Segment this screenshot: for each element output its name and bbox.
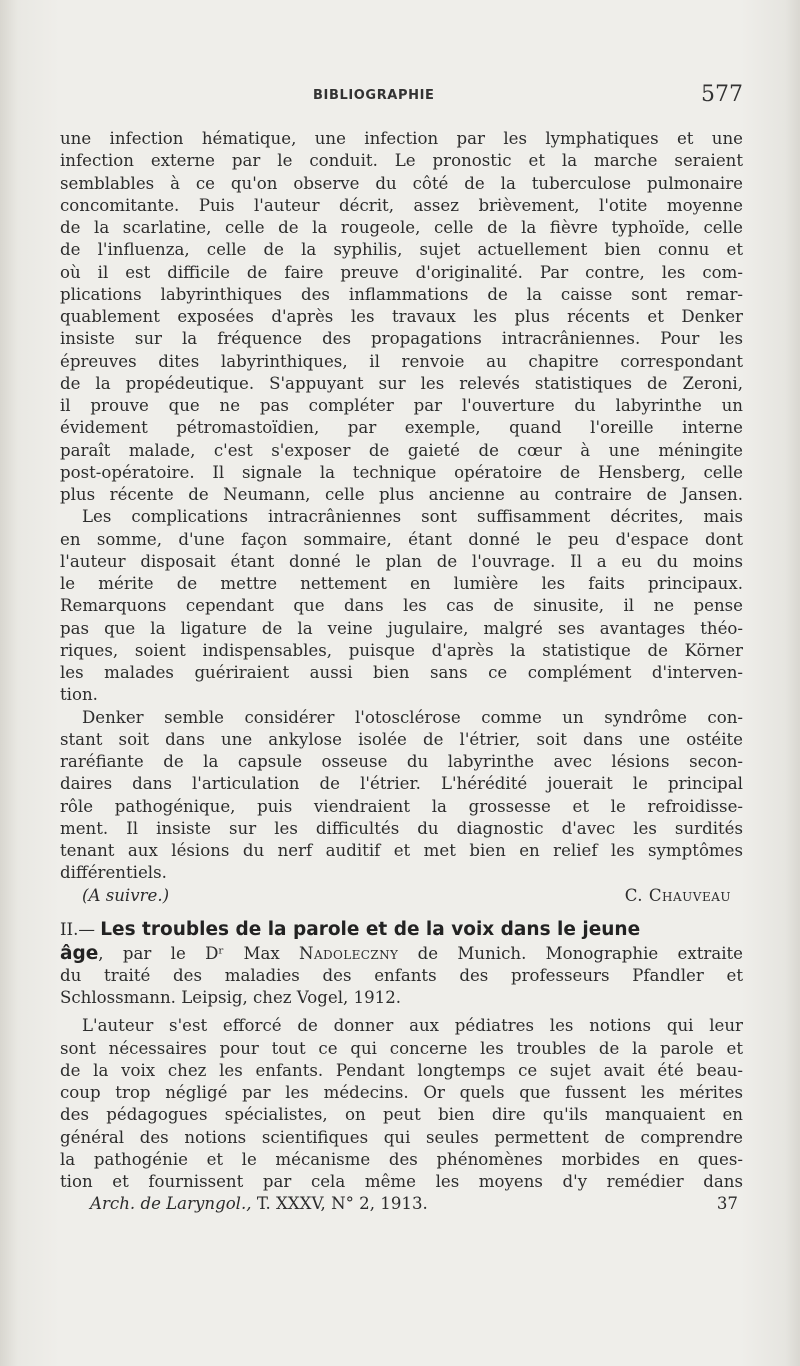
text-line: stant soit dans une ankylose isolée de l'étrier, soit dans une ostéite [60,729,743,749]
page-footer [60,1193,743,1215]
text-line: Les complications intracrâniennes sont suffisamment décrites, mais [82,507,743,527]
text-line: sont nécessaires pour tout ce qui concerne les troubles de la parole et [60,1038,743,1058]
text-line: tion et fournissent par cela même les moyens d'y remédier dans [60,1172,743,1191]
text-line: où il est difficile de faire preuve d'originalité. Par contre, les com- [60,262,743,282]
text-line: concomitante. Puis l'auteur décrit, assez brièvement, l'otite moyenne [60,195,743,215]
text-line: rôle pathogénique, puis viendraient la grossesse et le refroidisse- [60,796,743,816]
to-be-continued: (A suivre.) [82,885,170,905]
text-line: de l'influenza, celle de la syphilis, sujet actuellement bien connu et [60,240,743,260]
signature-mark: 37 [716,1194,738,1214]
paragraph-3 [60,707,743,885]
text-line: semblables à ce qu'on observe du côté de la tuberculose pulmonaire [60,173,743,193]
byline-prefix: , par le Dʳ Max [98,943,300,963]
text-line: daires dans l'articulation de l'étrier. L'hérédité jouerait le principal [60,774,743,794]
text-line: évidement pétromastoïdien, par exemple, quand l'oreille interne [60,418,743,438]
byline-suffix: de Munich. Monographie extraite [398,943,744,963]
text-line: pas que la ligature de la veine jugulaire, malgré ses avantages théo- [60,618,743,638]
text-line: Denker semble considérer l'otosclérose comme un syndrôme con- [82,707,743,727]
text-line: il prouve que ne pas compléter par l'ouverture du labyrinthe un [60,396,743,415]
section-number: II.— [60,919,95,939]
section-2-reference [60,965,743,1010]
footer-journal [60,1193,428,1215]
journal-name: Arch. de Laryngol., [90,1194,252,1214]
running-head: BIBLIOGRAPHIE [313,88,435,103]
review-author: C. Chauveau [624,885,731,905]
text-line: insiste sur la fréquence des propagations intracrâniennes. Pour les [60,329,743,349]
text-line: riques, soient indispensables, puisque d'après la statistique de Körner [60,640,743,660]
text-line: les malades guériraient aussi bien sans ce complément d'interven- [60,663,743,682]
page-header [60,84,743,114]
text-line: plications labyrinthiques des inflammations de la caisse sont remar- [60,284,743,304]
text-line: paraît malade, c'est s'exposer de gaieté de cœur à une méningite [60,440,743,460]
text-line: de la scarlatine, celle de la rougeole, celle de la fièvre typhoïde, celle [60,218,743,237]
text-line: la pathogénie et le mécanisme des phénomènes morbides en ques- [60,1149,743,1169]
text-line: ment. Il insiste sur les difficultés du diagnostic d'avec les surdités [60,818,743,838]
text-line: du traité des maladies des enfants des professeurs Pfandler et [60,965,743,985]
text-line: épreuves dites labyrinthiques, il renvoie au chapitre correspondant [60,351,743,371]
paragraph-1 [60,128,743,506]
paragraph-4 [60,1015,743,1193]
signature-row [60,885,743,909]
text-line: coup trop négligé par les médecins. Or quels que fussent les mérites [60,1083,743,1102]
text-line: post-opératoire. Il signale la technique opératoire de Hensberg, celle [60,462,743,482]
text-line: raréfiante de la capsule osseuse du labyrinthe avec lésions secon- [60,752,743,771]
page-body [60,128,743,1216]
text-line: général des notions scientifiques qui seules permettent de comprendre [60,1127,743,1147]
text-line: L'auteur s'est efforcé de donner aux pédiatres les notions qui leur [82,1016,743,1036]
page-number: 577 [701,82,743,107]
section-2-heading [60,919,743,1010]
journal-volume: T. XXXV, N° 2, 1913. [251,1194,428,1214]
text-line: Remarquons cependant que dans les cas de sinusite, il ne pense [60,596,743,616]
text-line: différentiels. [60,863,167,883]
text-line: de la propédeutique. S'appuyant sur les relevés statistiques de Zeroni, [60,373,743,393]
text-line: tenant aux lésions du nerf auditif et met bien en relief les symptômes [60,841,743,860]
text-line: des pédagogues spécialistes, on peut bien dire qu'ils manquaient en [60,1105,743,1125]
text-line: Schlossmann. Leipsig, chez Vogel, 1912. [60,988,402,1007]
text-line: l'auteur disposait étant donné le plan de l'ouvrage. Il a eu du moins [60,551,743,571]
text-line: plus récente de Neumann, celle plus ancienne au contraire de Jansen. [60,485,743,504]
text-line: une infection hématique, une infection par les lymphatiques et une [60,129,743,148]
text-line: infection externe par le conduit. Le pronostic et la marche seraient [60,151,743,171]
text-line: le mérite de mettre nettement en lumière les faits principaux. [60,574,743,593]
text-line: quablement exposées d'après les travaux les plus récents et Denker [60,307,743,326]
text-line: de la voix chez les enfants. Pendant longtemps ce sujet avait été beau- [60,1060,743,1080]
section-title-continued: âge [60,942,99,964]
text-line: tion. [60,685,98,705]
text-line: en somme, d'une façon sommaire, étant donné le peu d'espace dont [60,529,743,549]
byline-author: Nadoleczny [299,943,399,963]
paragraph-2 [60,506,743,706]
section-title: Les troubles de la parole et de la voix dans le jeune [100,918,641,940]
